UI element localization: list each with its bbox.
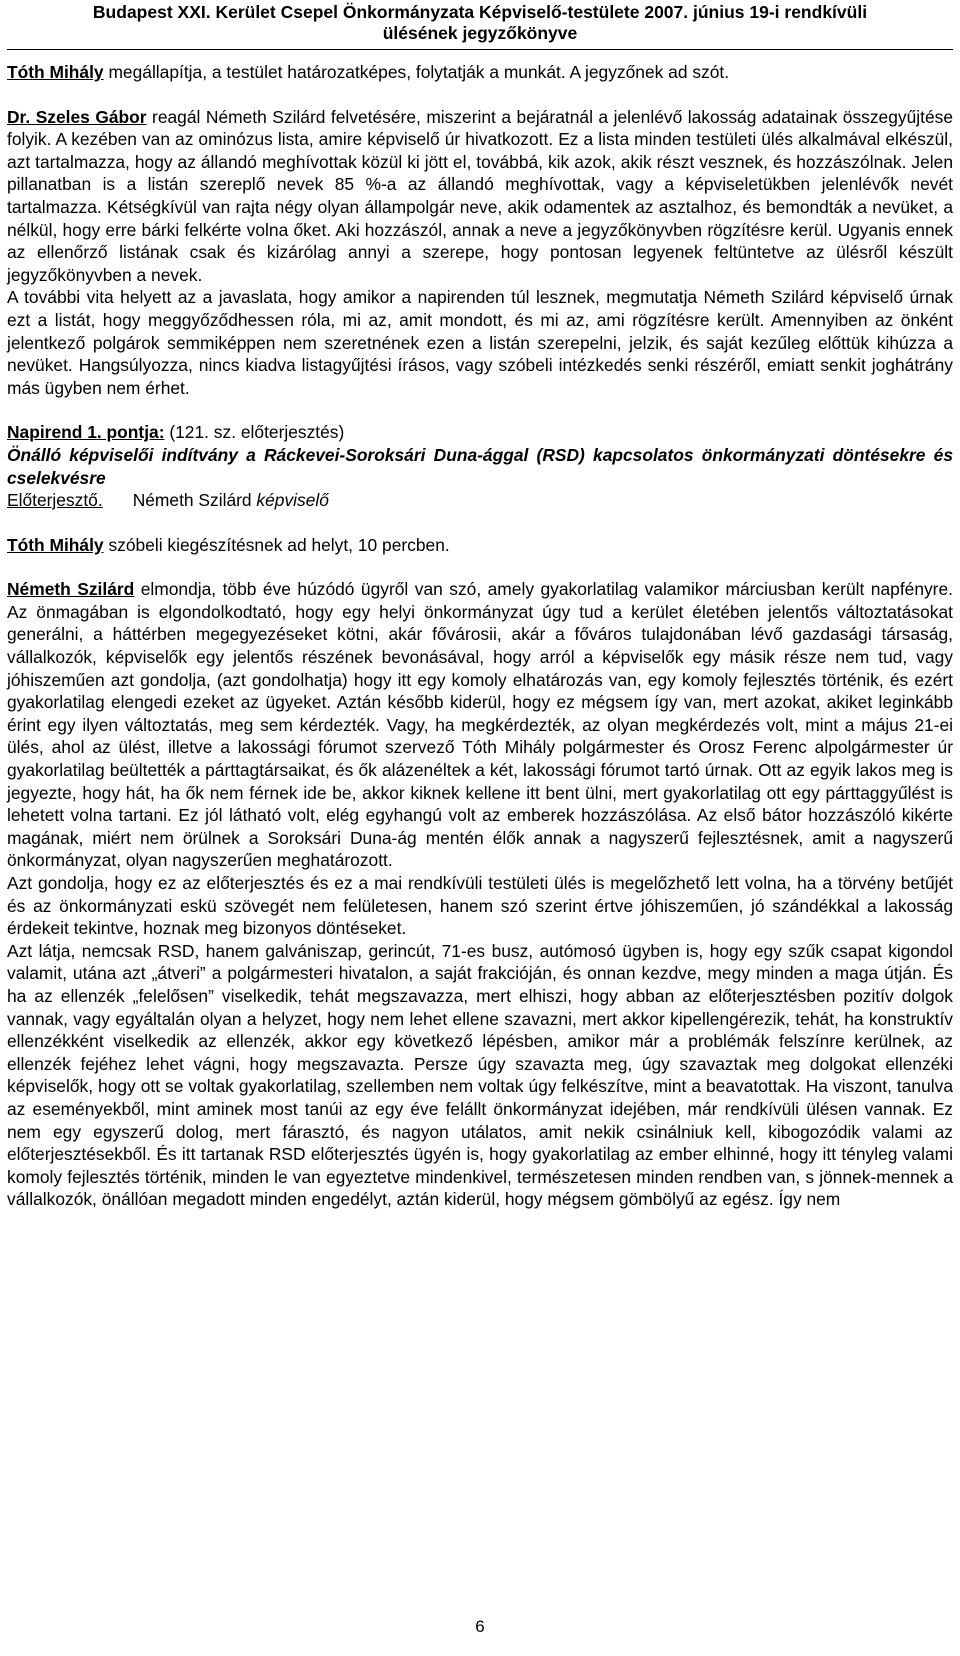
speaker-name: Tóth Mihály: [7, 534, 104, 555]
page-number: 6: [475, 1617, 485, 1636]
agenda-reference: (121. sz. előterjesztés): [164, 422, 345, 443]
paragraph-text: megállapítja, a testület határozatképes, folytatják a munkát. A jegyzőnek ad szót.: [103, 62, 730, 82]
paragraph-7: Azt látja, nemcsak RSD, hanem galvániszap, gerincút, 71-es busz, autómosó ügyben is, hogy egy szűk csapat kigondol valamit, utána azt „átveri” a polgármesteri hivatalon, a saját frakcióján, és onnan kezdve, megy minden a maga útján. És ha az ellenzék „felelősen” viselkedik, tehát megszavazza, mert elhiszi, hogy abban az előterjesztésben pozitív dolgok vannak, vagy egyáltalán olyan a helyzet, hogy nem lehet ellene szavazni, mert akkor kipellengérezik, tehát, ha konstruktív ellenzékként viselkedik az ellenzék, akkor egy következő lépésben, amikor már a problémák felszínre kerülnek, az ellenzék fejéhez lehet vágni, hogy megszavazta. Persze úgy szavazta meg, úgy szavaztak meg dolgokat ellenzéki képviselők, hogy ott se voltak gyakorlatilag, szellemben nem voltak úgy felkészítve, mint a beavatottak. Ha viszont, tanulva az eseményekből, mint aminek most tanúi az egy éve felállt önkormányzat idejében, már rendkívüli ülésen vannak. Ez nem egy egyszerű dolog, mert fárasztó, és nagyon utálatos, amit nekik csinálniuk kell, kibogozódik valami az előterjesztésekből. És itt tartanak RSD előterjesztés ügyén is, hogy gyakorlatilag az ember elhinné, hogy itt tényleg valami komoly fejlesztés történik, minden le van egyeztetve mindenkivel, természetesen minden rendben van, s jönnek-mennek a vállalkozók, önállóan megadott minden engedélyt, aztán kiderül, hogy mégsem gömbölyű az egész. Így nem: [7, 940, 953, 1210]
paragraph-text: reagál Németh Szilárd felvetésére, miszerint a bejáratnál a jelenlévő lakosság adatainak összegyűjtése folyik. A kezében van az ominózus lista, amire képviselő úr hivatkozott. Ez a lista minden testületi ülés alkalmával elkészül, azt tartalmazza, hogy az állandó meghívottak közül ki jött el, továbbá, kik azok, akik részt vesznek, és hozzászólnak. Jelen pillanatban is a listán szereplő nevek 85 %-a az állandó meghívottak, vagy a képviseletükben jelenlévők nevét tartalmazza. Kétségkívül van rajta négy olyan állampolgár neve, akik odamentek az asztalhoz, és bemondták a nevüket, a nélkül, hogy erre bárki felkérte volna őket. Aki hozzászól, annak a neve a jegyzőkönyvben rögzítésre kerül. Ugyanis ennek az ellenőrző listának csak és kizárólag annyi a szerepe, hogy pontosan legyenek feltüntetve az ülésről készült jegyzőkönyvben a nevek.: [7, 106, 953, 285]
paragraph-3: A további vita helyett az a javaslata, hogy amikor a napirenden túl lesznek, megmutatja Németh Szilárd képviselő úrnak ezt a listát, hogy meggyőződhessen róla, mi az, amit mondott, és mi az, ami rögzítésre került. Amennyiben az önként jelentkező polgárok semmiképpen nem szeretnének ezen a listán szerepelni, jelzik, és saját kezűleg előttük kihúzza a nevüket. Hangsúlyozza, nincs kiadva listagyűjtési írásos, vagy szóbeli intézkedés senki részéről, emiatt senkit joghátrány más ügyben nem érhet.: [7, 287, 953, 398]
speaker-name: Németh Szilárd: [7, 579, 135, 600]
paragraph-5: [7, 578, 953, 872]
spacer: [7, 512, 953, 534]
header-line-2: ülésének jegyzőkönyve: [382, 23, 578, 43]
paragraph-text: szóbeli kiegészítésnek ad helyt, 10 percben.: [103, 534, 450, 555]
spacer: [7, 556, 953, 578]
agenda-label: Napirend 1. pontja:: [7, 422, 165, 443]
spacer: [7, 399, 953, 421]
presenter-role: képviselő: [256, 490, 329, 511]
presenter-line: [7, 489, 953, 512]
agenda-line: [7, 421, 953, 444]
header-line-1: Budapest XXI. Kerület Csepel Önkormányzata Képviselő-testülete 2007. június 19-i rendkívüli: [92, 2, 868, 22]
paragraph-4: [7, 534, 953, 557]
speaker-name: Dr. Szeles Gábor: [7, 106, 147, 127]
paragraph-6: Azt gondolja, hogy ez az előterjesztés és ez a mai rendkívüli testületi ülés is megelőzhető lett volna, ha a törvény betűjét és az önkormányzati eskü szövegét nem felületesen, hanem szó szerint értve jóhiszeműen, jó szándékkal a lakosság érdekeit tekintve, hoznak meg bizonyos döntéseket.: [7, 873, 953, 939]
document-page: [7, 0, 953, 1211]
paragraph-1: [7, 61, 953, 84]
presenter-label: Előterjesztő.: [7, 490, 103, 511]
presenter-name: Németh Szilárd: [132, 490, 257, 511]
page-header: [7, 0, 953, 50]
paragraph-2: [7, 106, 953, 287]
paragraph-text: elmondja, több éve húzódó ügyről van szó, amely gyakorlatilag valamikor márciusban került napfényre. Az önmagában is elgondolkodtató, hogy egy helyi önkormányzat úgy tud a kerület életében jelentős változtatásokat generálni, a háttérben megegyezéseket kötni, akár fővárosii, akár a főváros tulajdonában lévő gazdasági társaság, vállalkozók, képviselők egy jelentős részének bevonásával, hogy arról a képviselők egy másik része nem tud, vagy jóhiszeműen azt gondolja, (azt gondolhatja) hogy itt egy komoly elhatározás van, egy komoly fejlesztés történik, és ezért gyakorlatilag elengedi ezeket az ügyeket. Aztán később kiderül, hogy ez mégsem így van, mert azokat, akiket leginkább érint egy ilyen változtatás, meg sem kérdezték. Vagy, ha megkérdezték, az olyan megkérdezés volt, mint a május 21-ei ülés, ahol az ülést, illetve a lakossági fórumot szervező Tóth Mihály polgármester és Orosz Ferenc alpolgármester úr gyakorlatilag beültették a párttagtársaikat, és ők alázenéltek a két, lakossági fórumot tartó úrnak. Ott az egyik lakos meg is jegyezte, hogy hát, ha ők nem férnek ide be, akkor kiknek kellene itt bent ülni, mert gyakorlatilag ott egy párttaggyűlést is lehetett volna tartani. Ez jól látható volt, elég egyhangú volt az emberek hozzászólása. Az első bátor hozzászóló kikérte magának, miért nem örülnek a Soroksári Duna-ág mentén élők annak a nagyszerű fejlesztésnek, amit a nagyszerű önkormányzat, olyan nagyszerűen meghatározott.: [7, 579, 953, 871]
spacer: [7, 84, 953, 106]
document-body: [7, 50, 953, 1211]
agenda-title: Önálló képviselői indítvány a Ráckevei-Soroksári Duna-ággal (RSD) kapcsolatos önkormányzati döntésekre és cselekvésre: [7, 444, 953, 488]
speaker-name: Tóth Mihály: [7, 62, 104, 82]
